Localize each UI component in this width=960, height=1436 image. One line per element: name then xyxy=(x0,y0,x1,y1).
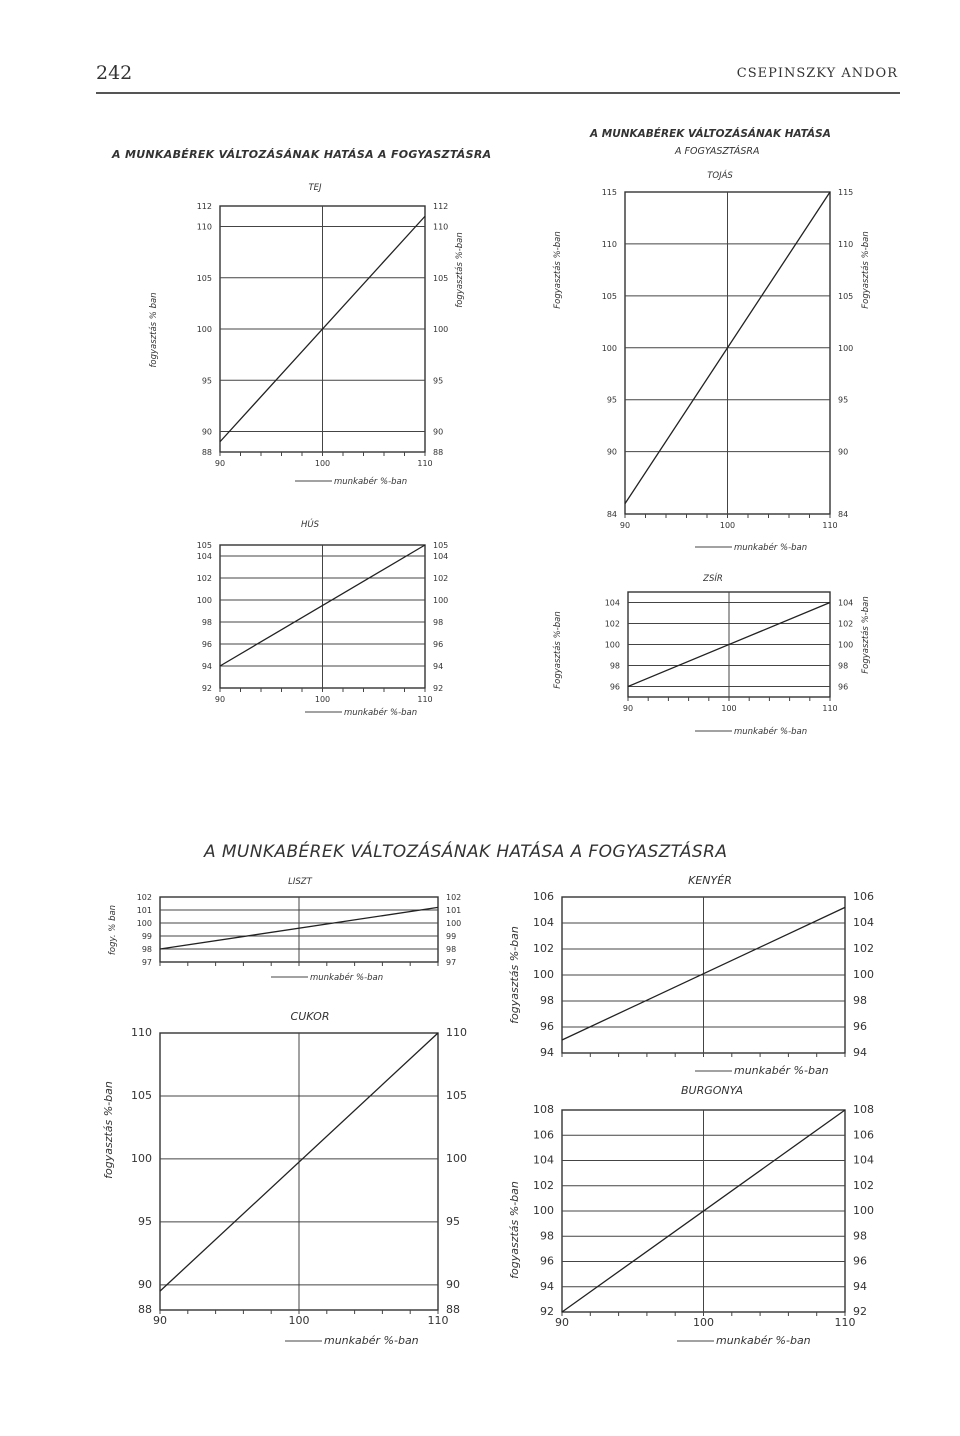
y-tick-label: 110 xyxy=(601,239,617,249)
x-tick-label: 100 xyxy=(314,695,331,704)
y-tick-label: 101 xyxy=(136,906,152,915)
y-axis-label: fogyasztás %-ban xyxy=(508,926,521,1024)
y-tick-label-right: 98 xyxy=(853,1229,867,1243)
y-tick-label-right: 104 xyxy=(433,552,449,561)
y-tick-label: 96 xyxy=(540,1020,554,1033)
y-tick-label: 94 xyxy=(540,1046,554,1059)
y-tick-label-right: 96 xyxy=(838,682,849,692)
y-tick-label-right: 97 xyxy=(446,958,457,967)
x-tick-label: 110 xyxy=(427,1314,449,1327)
chart-burgonya xyxy=(508,1084,874,1347)
y-tick-label: 102 xyxy=(604,619,620,629)
y-tick-label-right: 96 xyxy=(853,1254,867,1268)
x-axis-label: munkabér %-ban xyxy=(734,543,808,553)
y-tick-label: 102 xyxy=(533,942,554,955)
y-tick-label-right: 94 xyxy=(853,1046,867,1059)
chart-cukor xyxy=(102,1010,467,1347)
y-tick-label-right: 105 xyxy=(446,1088,467,1102)
y-axis-label: fogyasztás %-ban xyxy=(102,1081,115,1179)
x-axis-label: munkabér %-ban xyxy=(716,1334,811,1347)
y-tick-label: 100 xyxy=(196,596,212,605)
y-tick-label-right: 90 xyxy=(446,1277,460,1291)
y-axis-label: Fogyasztás %-ban xyxy=(553,611,563,689)
y-tick-label-right: 95 xyxy=(433,376,444,386)
y-axis-label-right: fogyasztás %-ban xyxy=(455,232,465,308)
x-tick-label: 100 xyxy=(314,459,331,468)
y-tick-label-right: 105 xyxy=(433,273,449,283)
x-tick-label: 90 xyxy=(153,1314,167,1327)
y-tick-label-right: 101 xyxy=(446,906,462,915)
y-tick-label: 92 xyxy=(540,1305,554,1318)
y-tick-label: 105 xyxy=(601,291,617,301)
y-tick-label-right: 104 xyxy=(853,1153,874,1167)
y-tick-label: 97 xyxy=(141,958,152,967)
chart-liszt xyxy=(108,877,461,983)
y-tick-label: 105 xyxy=(196,273,212,283)
y-tick-label-right: 98 xyxy=(853,994,867,1007)
y-tick-label: 95 xyxy=(606,395,617,405)
y-tick-label-right: 112 xyxy=(433,202,449,211)
y-tick-label-right: 100 xyxy=(446,1151,467,1165)
y-tick-label-right: 100 xyxy=(853,968,874,981)
chart-tej xyxy=(149,183,465,487)
y-tick-label-right: 108 xyxy=(853,1103,874,1116)
y-tick-label: 92 xyxy=(201,684,212,693)
y-tick-label: 115 xyxy=(601,188,617,197)
y-tick-label: 95 xyxy=(201,376,212,386)
x-tick-label: 90 xyxy=(214,695,226,704)
y-tick-label-right: 98 xyxy=(433,618,444,627)
y-tick-label: 96 xyxy=(540,1254,554,1268)
y-tick-label: 100 xyxy=(601,343,617,353)
x-tick-label: 90 xyxy=(214,459,226,468)
y-tick-label: 106 xyxy=(533,890,554,903)
y-tick-label-right: 95 xyxy=(838,395,849,405)
y-axis-label-right: Fogyasztás %-ban xyxy=(861,231,871,309)
x-tick-label: 100 xyxy=(719,521,736,530)
y-tick-label-right: 100 xyxy=(838,343,854,353)
y-tick-label-right: 84 xyxy=(838,510,849,519)
x-tick-label: 100 xyxy=(721,704,737,713)
y-tick-label: 102 xyxy=(533,1178,554,1192)
y-tick-label-right: 96 xyxy=(853,1020,867,1033)
x-tick-label: 110 xyxy=(834,1316,856,1329)
x-tick-label: 110 xyxy=(822,521,838,530)
y-tick-label: 105 xyxy=(131,1088,152,1102)
y-tick-label-right: 100 xyxy=(433,596,449,605)
x-tick-label: 110 xyxy=(822,704,838,713)
y-axis-label: fogy. % ban xyxy=(108,904,118,956)
x-tick-label: 90 xyxy=(555,1316,569,1329)
y-tick-label: 90 xyxy=(138,1277,152,1291)
y-tick-label: 98 xyxy=(540,994,554,1007)
y-tick-label-right: 95 xyxy=(446,1214,460,1228)
chart-title-hus: HÚS xyxy=(300,520,320,530)
x-axis-label: munkabér %-ban xyxy=(334,477,408,487)
chart-kenyer xyxy=(508,874,874,1077)
chart-title-liszt: LISZT xyxy=(288,877,312,887)
x-tick-label: 110 xyxy=(417,459,433,468)
y-tick-label-right: 102 xyxy=(853,1178,874,1192)
group-title-bottom: A MUNKABÉREK VÁLTOZÁSÁNAK HATÁSA A FOGYASZTÁSRA xyxy=(204,842,728,862)
y-tick-label-right: 99 xyxy=(446,932,457,941)
x-axis-label: munkabér %-ban xyxy=(310,973,384,983)
y-tick-label-right: 106 xyxy=(853,890,874,903)
x-tick-label: 100 xyxy=(693,1316,714,1329)
y-tick-label: 100 xyxy=(131,1151,152,1165)
y-axis-label: Fogyasztás %-ban xyxy=(553,231,563,309)
y-tick-label-right: 88 xyxy=(446,1303,460,1316)
y-tick-label-right: 105 xyxy=(838,291,854,301)
y-tick-label-right: 96 xyxy=(433,640,444,649)
y-tick-label: 84 xyxy=(606,510,617,519)
y-tick-label-right: 102 xyxy=(446,893,462,902)
y-tick-label-right: 110 xyxy=(446,1026,467,1039)
y-tick-label-right: 106 xyxy=(853,1128,874,1142)
y-tick-label: 88 xyxy=(138,1303,152,1316)
y-tick-label: 104 xyxy=(196,552,212,561)
y-tick-label: 98 xyxy=(141,945,152,954)
y-tick-label: 98 xyxy=(609,661,620,671)
y-tick-label: 100 xyxy=(136,919,152,928)
chart-title-tej: TEJ xyxy=(308,183,322,193)
y-tick-label: 99 xyxy=(141,932,152,941)
x-axis-label: munkabér %-ban xyxy=(734,727,808,737)
y-tick-label: 106 xyxy=(533,1128,554,1142)
chart-title-burgonya: BURGONYA xyxy=(680,1084,744,1097)
chart-zsir xyxy=(553,572,871,737)
y-tick-label-right: 105 xyxy=(433,541,449,550)
y-tick-label-right: 100 xyxy=(838,640,854,650)
y-tick-label-right: 115 xyxy=(838,188,854,197)
y-tick-label-right: 102 xyxy=(853,942,874,955)
group-title-left-top: A MUNKABÉREK VÁLTOZÁSÁNAK HATÁSA A FOGYASZTÁSRA xyxy=(112,148,492,161)
x-axis-label: munkabér %-ban xyxy=(324,1334,419,1347)
y-tick-label-right: 104 xyxy=(853,916,874,929)
x-tick-label: 110 xyxy=(417,695,433,704)
y-tick-label: 90 xyxy=(606,447,617,457)
y-axis-label: fogyasztás % ban xyxy=(149,292,159,368)
y-tick-label-right: 92 xyxy=(853,1305,867,1318)
x-tick-label: 90 xyxy=(622,704,634,713)
y-tick-label-right: 90 xyxy=(433,427,444,437)
x-axis-label: munkabér %-ban xyxy=(734,1064,829,1077)
y-tick-label-right: 94 xyxy=(853,1279,867,1293)
y-tick-label-right: 110 xyxy=(838,239,854,249)
y-tick-label: 100 xyxy=(533,1204,554,1217)
y-tick-label: 94 xyxy=(540,1279,554,1293)
y-axis-label-right: Fogyasztás %-ban xyxy=(861,596,871,674)
y-tick-label: 98 xyxy=(201,618,212,627)
y-tick-label: 94 xyxy=(201,662,212,671)
chart-title-kenyer: KENYÉR xyxy=(688,874,732,887)
y-tick-label: 102 xyxy=(136,893,152,902)
y-tick-label: 88 xyxy=(201,448,212,457)
y-tick-label-right: 92 xyxy=(433,684,444,693)
chart-title-cukor: CUKOR xyxy=(290,1010,330,1023)
y-tick-label: 104 xyxy=(533,916,554,929)
y-tick-label-right: 102 xyxy=(433,574,449,583)
group-title-right-top-1: A MUNKABÉREK VÁLTOZÁSÁNAK HATÁSA xyxy=(590,128,831,140)
y-tick-label-right: 94 xyxy=(433,662,444,671)
y-tick-label: 105 xyxy=(196,541,212,550)
y-tick-label: 108 xyxy=(533,1103,554,1116)
y-tick-label: 104 xyxy=(533,1153,554,1167)
y-tick-label: 100 xyxy=(196,325,212,334)
y-tick-label-right: 100 xyxy=(433,325,449,334)
y-tick-label-right: 98 xyxy=(838,661,849,671)
y-tick-label: 110 xyxy=(131,1026,152,1039)
page-number: 242 xyxy=(96,62,133,84)
running-head: CSEPINSZKY ANDOR xyxy=(736,66,898,81)
y-tick-label: 96 xyxy=(609,682,620,692)
x-tick-label: 100 xyxy=(288,1314,310,1327)
y-tick-label-right: 104 xyxy=(838,598,854,608)
chart-hus xyxy=(197,518,449,718)
y-tick-label: 102 xyxy=(196,574,212,583)
y-axis-label: fogyasztás %-ban xyxy=(508,1181,521,1279)
x-axis-label: munkabér %-ban xyxy=(344,708,418,718)
y-tick-label-right: 100 xyxy=(853,1204,874,1217)
y-tick-label-right: 98 xyxy=(446,945,457,954)
y-tick-label-right: 100 xyxy=(446,919,462,928)
y-tick-label: 96 xyxy=(201,640,212,649)
y-tick-label-right: 110 xyxy=(433,222,449,232)
y-tick-label: 112 xyxy=(196,202,212,211)
y-tick-label: 110 xyxy=(196,222,212,232)
y-tick-label: 90 xyxy=(201,427,212,437)
x-tick-label: 90 xyxy=(619,521,631,530)
y-tick-label: 104 xyxy=(604,598,620,608)
chart-tojas xyxy=(553,169,871,553)
y-tick-label: 100 xyxy=(604,640,620,650)
y-tick-label: 98 xyxy=(540,1229,554,1243)
y-tick-label-right: 90 xyxy=(838,447,849,457)
y-tick-label-right: 88 xyxy=(433,448,444,457)
y-tick-label: 100 xyxy=(533,968,554,981)
group-title-right-top-2: A FOGYASZTÁSRA xyxy=(675,146,760,157)
y-tick-label-right: 102 xyxy=(838,619,854,629)
y-tick-label: 95 xyxy=(138,1214,152,1228)
chart-title-tojas: TOJÁS xyxy=(707,171,733,181)
chart-title-zsir: ZSÍR xyxy=(703,574,723,584)
